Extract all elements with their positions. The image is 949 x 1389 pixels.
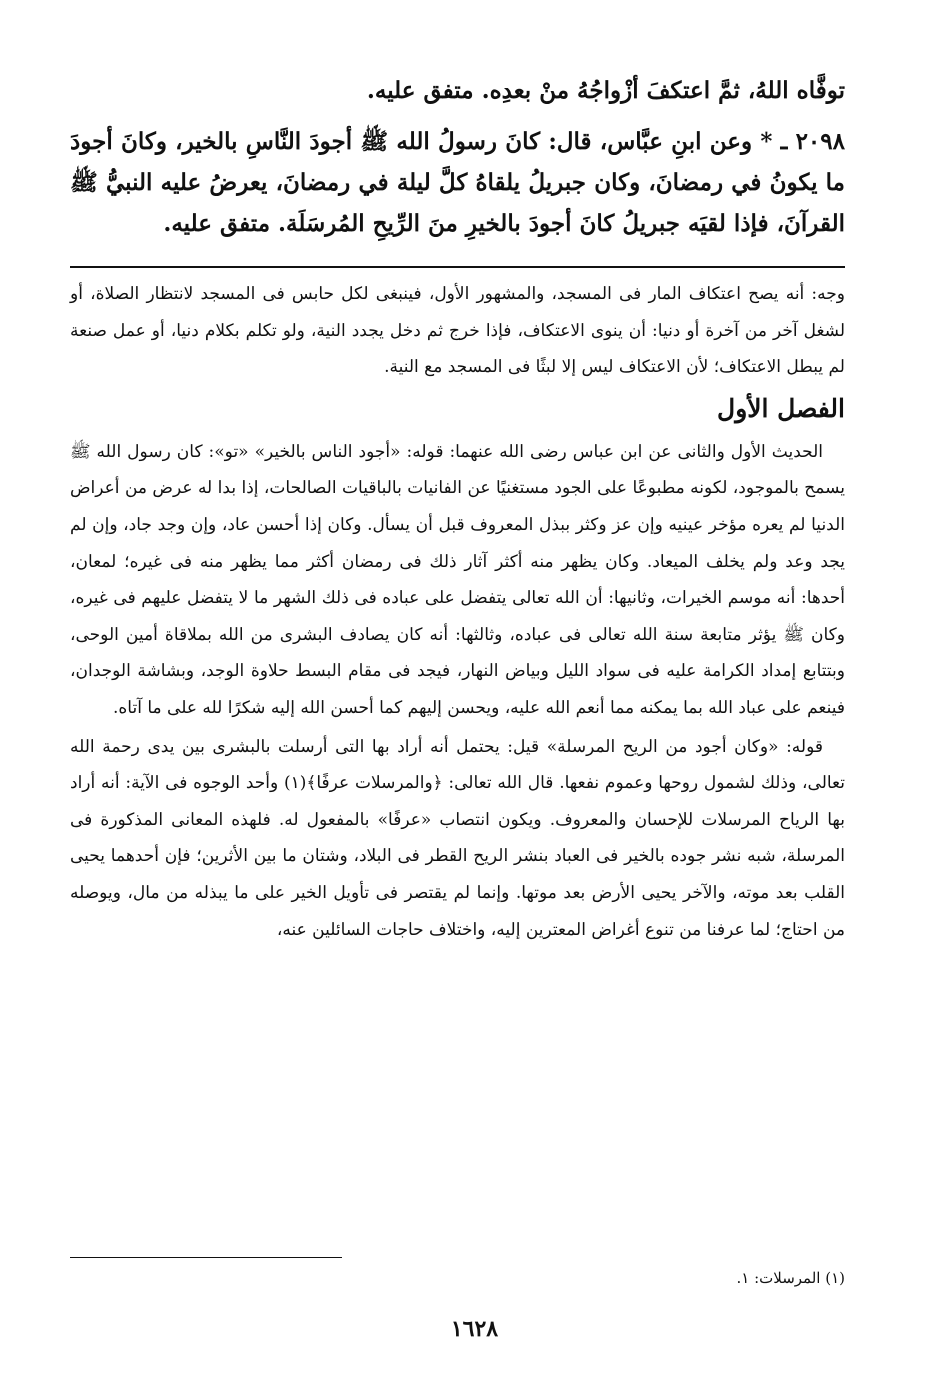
footnote: (١) المرسلات: ١.: [736, 1269, 845, 1287]
footnote-divider: [70, 1257, 342, 1258]
hadith-2098: ٢٠٩٨ ـ * وعن ابنِ عبَّاس، قال: كانَ رسولُ الله ﷺ أجودَ النَّاسِ بالخير، وكانَ أجودَ ما يكونُ في رمضانَ، وكان جبريلُ يلقاهُ كلَّ ليلة في رمضانَ، يعرضُ عليه النبيُّ ﷺ القرآنَ، فإذا لقيَه جبريلُ كانَ أجودَ بالخيرِ منَ الرِّيحِ المُرسَلَة. متفق عليه.: [70, 128, 845, 237]
page-body: [70, 70, 845, 1370]
commentary-carryover: وجه: أنه يصح اعتكاف المار فى المسجد، والمشهور الأول، فينبغى لكل حابس فى المسجد لانتظار الصلاة، أو لشغل آخر من آخرة أو دنيا: أن ينوى الاعتكاف، فإذا خرج ثم دخل يجدد النية، ولو تكلم بكلام دنيا، أو عمل صنعة لم يبطل الاعتكاف؛ لأن الاعتكاف ليس إلا لبثًا فى المسجد مع النية.: [70, 284, 846, 378]
text-commentary-divider: [70, 266, 845, 268]
hadith-continuation: توفَّاه اللهُ، ثمَّ اعتكفَ أزْواجُهُ منْ بعدِه. متفق عليه.: [366, 77, 845, 104]
commentary-paragraph: الحديث الأول والثانى عن ابن عباس رضى الله عنهما: قوله: «أجود الناس بالخير» «تو»: كان رسول الله ﷺ يسمح بالموجود، لكونه مطبوعًا على الجود مستغنيًا عن الفانيات بالباقيات الصالحات، إذا بدا له عرض من أعراض الدنيا لم يعره مؤخر عينيه وإن عز وكثر ببذل المعروف قبل أن يسأل. وكان إذا أحسن عاد، وإن وجد جاد، وإن لم يجد وعد ولم يخلف الميعاد. وكان يظهر منه أكثر آثار ذلك فى رمضان أكثر مما يظهر منه فى غيره؛ لمعان، أحدها: أنه موسم الخيرات، وثانيها: أن الله تعالى يتفضل على عباده فى ذلك الشهر ما لا يتفضل عليهم فى غيره، وكان ﷺ يؤثر متابعة سنة الله تعالى فى عباده، وثالثها: أنه كان يصادف البشرى من الله بملاقاة أمين الوحى، وبتتابع إمداد الكرامة عليه فى سواد الليل وبياض النهار، فيجد فى مقام البسط حلاوة الوجد، وبشاشة الوجدان، فينعم على عباد الله بما يمكنه مما أنعم الله عليه، ويحسن إليهم كما أحسن الله إليه شكرًا لله على ما آتاه.: [70, 441, 845, 718]
page-number: ١٦٢٨: [450, 1316, 499, 1342]
section-heading: الفصل الأول: [717, 393, 845, 423]
commentary-paragraph: قوله: «وكان أجود من الريح المرسلة» قيل: يحتمل أنه أراد بها التى أرسلت بالبشرى بين يدى رحمة الله تعالى، وذلك لشمول روحها وعموم نفعها. قال الله تعالى: ﴿والمرسلات عرفًا﴾(١) وأحد الوجوه فى الآية: أنه أراد بها الرياح المرسلات للإحسان والمعروف. ويكون انتصاب «عرفًا» بالمفعول له. فلهذه المعانى المذكورة فى المرسلة، شبه نشر جوده بالخير فى العباد بنشر الريح القطر فى البلاد، وشتان ما بين الأثرين؛ فإن أحدهما يحيى القلب بعد موته، والآخر يحيى الأرض بعد موتها. وإنما لم يقتصر فى تأويل الخير على ما يبذله من مال، ويوصله من احتاج؛ لما عرفنا من تنوع أغراض المعترين إليه، واختلاف حاجات السائلين عنه،: [70, 736, 845, 940]
